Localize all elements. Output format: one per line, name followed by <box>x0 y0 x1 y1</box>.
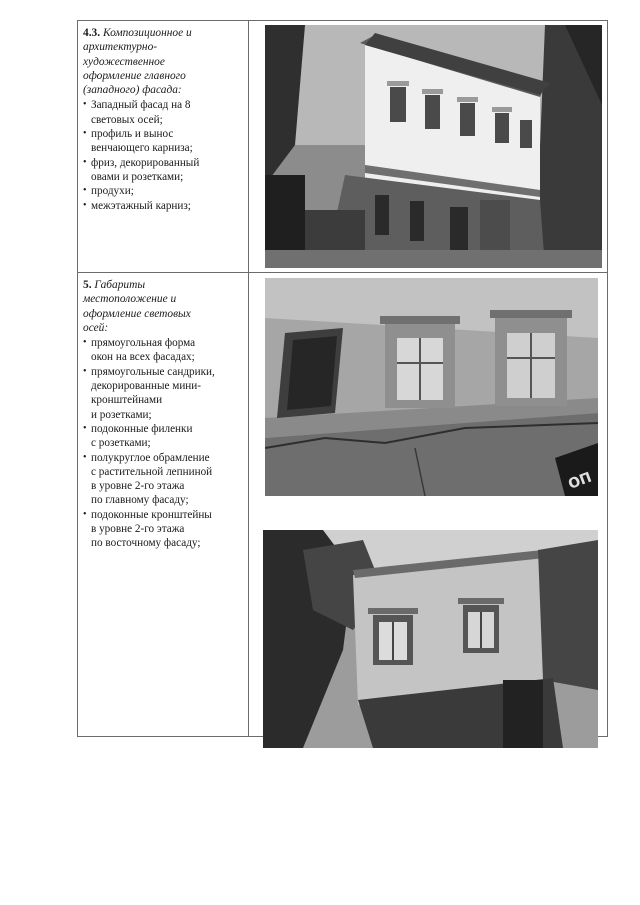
list-item-text: с растительной лепниной <box>91 465 213 478</box>
list-item-text: по главному фасаду; <box>91 494 189 507</box>
list-item <box>83 365 244 422</box>
section-heading-5 <box>83 278 244 335</box>
text-cell-5 <box>78 273 249 736</box>
list-item <box>83 127 244 156</box>
list-item-text: • полукруглое обрамление <box>91 451 210 464</box>
section-title-line: оформление световых <box>83 307 191 320</box>
list-item-text: • межэтажный карниз; <box>91 199 191 212</box>
list-item <box>83 336 244 365</box>
list-item-text: • фриз, декорированный <box>91 156 200 169</box>
list-item-text: с розетками; <box>91 437 151 450</box>
feature-list-4-3 <box>83 98 244 212</box>
section-title-line: осей: <box>83 321 109 334</box>
section-number: 4.3. <box>83 27 101 39</box>
list-item-text: окон на всех фасадах; <box>91 351 195 364</box>
list-item <box>83 184 244 198</box>
list-item-text: • профиль и вынос <box>91 128 174 141</box>
list-item-text: • подоконные филенки <box>91 422 193 435</box>
section-title-line: Композиционное и <box>102 27 192 39</box>
sign-text: ОП <box>566 469 594 493</box>
table-row-section-4-3 <box>78 21 607 273</box>
list-item-text: в уровне 2-го этажа <box>91 480 185 493</box>
list-item-text: • прямоугольная форма <box>91 337 196 350</box>
feature-list-5 <box>83 336 244 550</box>
list-item-text: световых осей; <box>91 113 163 126</box>
list-item-text: овами и розетками; <box>91 170 184 183</box>
list-item <box>83 98 244 127</box>
photo-cell-5 <box>249 273 607 736</box>
list-item-text: • прямоугольные сандрики, <box>91 365 215 378</box>
list-item <box>83 156 244 185</box>
section-heading-4-3 <box>83 26 244 97</box>
list-item-text: • Западный фасад на 8 <box>91 99 191 112</box>
section-title-line: архитектурно- <box>83 41 158 54</box>
section-number: 5. <box>83 279 92 291</box>
list-item <box>83 508 244 551</box>
photo-west-facade <box>265 25 602 268</box>
text-cell-4-3 <box>78 21 249 272</box>
list-item-text: • подоконные кронштейны <box>91 508 212 521</box>
list-item-text: • продухи; <box>91 185 134 198</box>
list-item-text: венчающего карниза; <box>91 142 193 155</box>
section-title-line: (западного) фасада: <box>83 84 182 97</box>
list-item-text: в уровне 2-го этажа <box>91 523 185 536</box>
photo-window-details <box>265 278 598 496</box>
list-item-text: декорированные мини- <box>91 380 202 393</box>
list-item <box>83 199 244 213</box>
section-title-line: местоположение и <box>83 293 177 306</box>
list-item-text: по восточному фасаду; <box>91 537 201 550</box>
section-title-line: художественное <box>83 55 165 68</box>
list-item <box>83 451 244 508</box>
document-table <box>77 20 608 737</box>
list-item-text: кронштейнами <box>91 394 163 407</box>
section-title-line: Габариты <box>94 279 146 291</box>
photo-cell-4-3 <box>249 21 607 272</box>
photo-east-facade <box>263 530 598 748</box>
section-title-line: оформление главного <box>83 69 186 82</box>
list-item <box>83 422 244 451</box>
list-item-text: и розетками; <box>91 408 152 421</box>
table-row-section-5 <box>78 273 607 736</box>
